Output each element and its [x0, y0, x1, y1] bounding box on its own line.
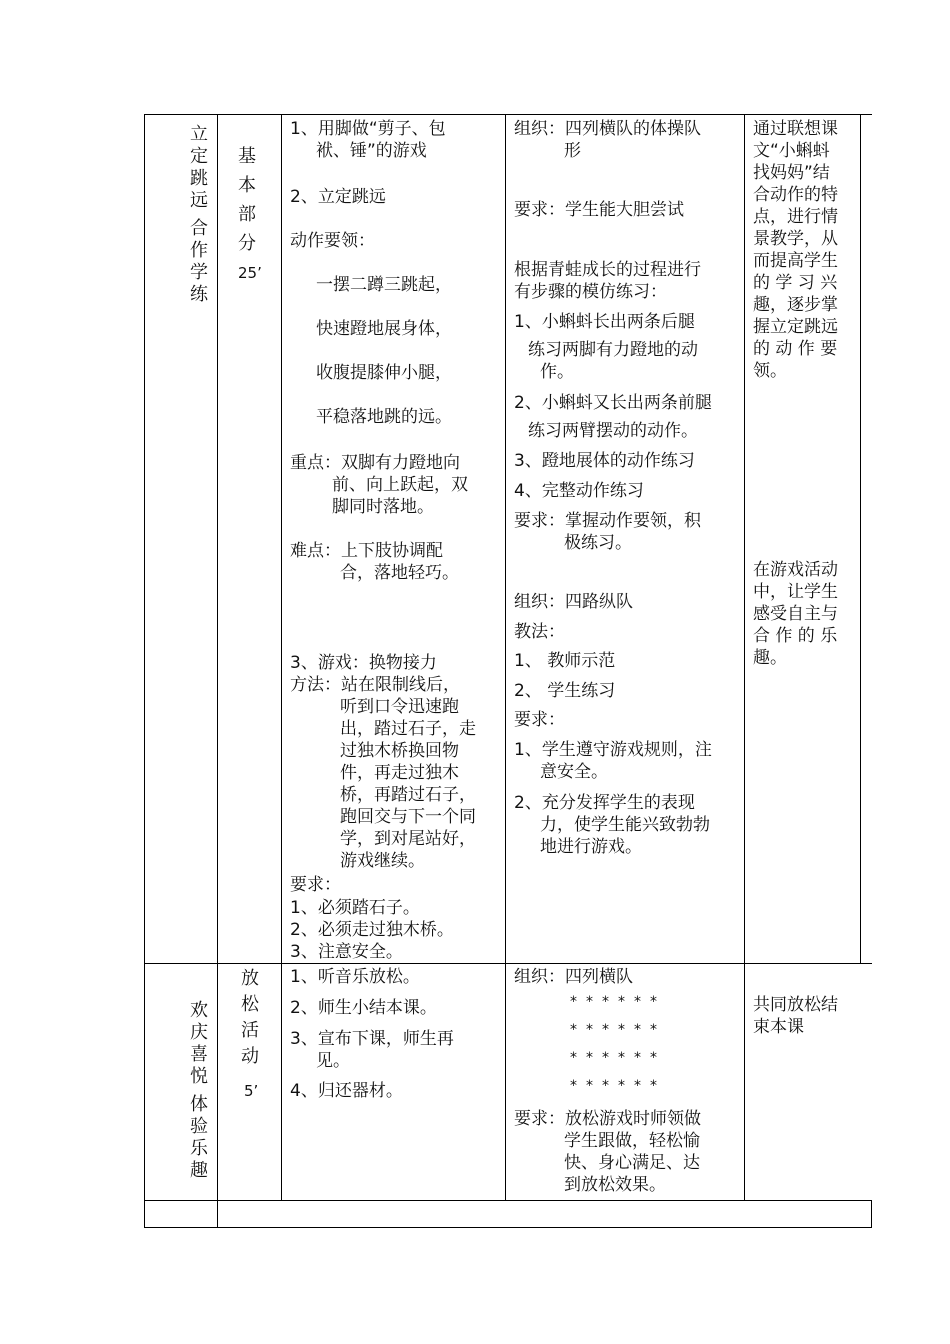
method-line: 形	[564, 141, 581, 161]
formation-row: ******	[570, 1050, 666, 1066]
topic-char: 喜	[190, 1044, 208, 1065]
content-line: 2、必须走过独木桥。	[290, 920, 454, 940]
method-line: 1、学生遵守游戏规则，注	[514, 740, 712, 760]
col-border-3	[505, 114, 506, 1200]
topic-char: 练	[190, 284, 208, 305]
intent-line: 通过联想课	[753, 119, 838, 139]
section2-part	[237, 966, 263, 1070]
part-char: 松	[241, 994, 259, 1015]
topic-char: 立	[190, 124, 208, 145]
content-line: 2、立定跳远	[290, 187, 386, 207]
content-line: 见。	[316, 1051, 350, 1071]
intent-line: 的 学 习 兴	[753, 273, 838, 293]
intent-line: 中，让学生	[753, 582, 838, 602]
content-line: 平稳落地跳的远。	[316, 407, 452, 427]
intent-line: 合 作 的 乐	[753, 626, 838, 646]
col-border-5	[860, 114, 861, 963]
method-line: 意安全。	[540, 762, 608, 782]
topic-char: 乐	[190, 1138, 208, 1159]
content-line: 一摆二蹲三跳起，	[316, 275, 452, 295]
intent-line: 找妈妈”结	[753, 163, 830, 183]
col-border-0	[144, 114, 145, 1227]
section1-topic	[186, 124, 212, 306]
content-line: 听到口令迅速跑	[340, 697, 459, 717]
content-line: 袱、锤”的游戏	[316, 141, 427, 161]
intent-line: 合动作的特	[753, 185, 838, 205]
content-line: 要求：	[290, 875, 341, 895]
content-line: 3、游戏：换物接力	[290, 653, 437, 673]
method-line: 组织：四列横队的体操队	[514, 119, 701, 139]
content-line: 动作要领：	[290, 231, 375, 251]
intent-line: 握立定跳远	[753, 317, 838, 337]
method-line: 根据青蛙成长的过程进行	[514, 260, 701, 280]
content-line: 收腹提膝伸小腿，	[316, 363, 452, 383]
formation-row: ******	[570, 1022, 666, 1038]
intent-line: 束本课	[753, 1017, 804, 1037]
col-border-2	[281, 114, 282, 1200]
content-line: 前、向上跃起，双	[332, 475, 468, 495]
method-line: 练习两脚有力蹬地的动	[528, 340, 698, 360]
topic-char: 作	[190, 240, 208, 261]
intent-line: 在游戏活动	[753, 560, 838, 580]
method-line: 4、完整动作练习	[514, 481, 644, 501]
section2-part-time: 5’	[244, 1082, 259, 1100]
part-char: 部	[238, 204, 256, 225]
topic-char: 欢	[190, 1000, 208, 1021]
method-line: 力，使学生能兴致勃勃	[540, 815, 710, 835]
content-line: 3、宣布下课，师生再	[290, 1029, 454, 1049]
intent-block-2	[753, 559, 857, 669]
part-char: 放	[241, 968, 259, 989]
intent-line: 领。	[753, 361, 787, 381]
intent-line: 点，进行情	[753, 207, 838, 227]
topic-char: 趣	[190, 1160, 208, 1181]
method-line: 要求：掌握动作要领，积	[514, 511, 701, 531]
topic-char: 庆	[190, 1022, 208, 1043]
method-line: 2、 学生练习	[514, 681, 616, 701]
topic-char: 跳	[190, 168, 208, 189]
content-line: 出，踏过石子，走	[340, 719, 476, 739]
method-line: 2、小蝌蚪又长出两条前腿	[514, 393, 712, 413]
topic-char: 远	[190, 190, 208, 211]
method-line: 要求：	[514, 710, 565, 730]
content-line: 4、归还器材。	[290, 1081, 403, 1101]
formation-row: ******	[570, 994, 666, 1010]
intent-block-3	[753, 994, 857, 1038]
col-border-1	[217, 114, 218, 1227]
content-line: 重点：双脚有力蹬地向	[290, 453, 460, 473]
table-top-border	[144, 114, 872, 115]
method-line: 2、充分发挥学生的表现	[514, 793, 695, 813]
method-line: 作。	[540, 362, 574, 382]
intent-line: 共同放松结	[753, 995, 838, 1015]
intent-line: 趣，逐步掌	[753, 295, 838, 315]
intent-line: 感受自主与	[753, 604, 838, 624]
intent-line: 景教学，从	[753, 229, 838, 249]
content-line: 2、师生小结本课。	[290, 998, 437, 1018]
table-bottom-border	[144, 1227, 872, 1228]
row-divider-1	[144, 963, 872, 964]
method-line: 要求：学生能大胆尝试	[514, 200, 684, 220]
content-line: 3、注意安全。	[290, 942, 403, 962]
col-border-right	[871, 1200, 872, 1227]
content-line: 脚同时落地。	[332, 497, 434, 517]
topic-char: 验	[190, 1116, 208, 1137]
method-line: 练习两臂摆动的动作。	[528, 421, 698, 441]
part-char: 动	[241, 1046, 259, 1067]
method-line: 地进行游戏。	[540, 837, 642, 857]
content-line: 跑回交与下一个同	[340, 807, 476, 827]
content-line: 快速蹬地展身体，	[316, 319, 452, 339]
content-line: 游戏继续。	[340, 851, 425, 871]
method-line: 学生跟做，轻松愉	[564, 1131, 700, 1151]
topic-char: 悦	[190, 1066, 208, 1087]
content-line: 件，再走过独木	[340, 763, 459, 783]
part-char: 基	[238, 146, 256, 167]
content-line: 方法：站在限制线后，	[290, 675, 460, 695]
row-divider-2	[144, 1200, 872, 1201]
topic-char: 定	[190, 146, 208, 167]
section1-part	[234, 142, 260, 258]
part-char: 分	[238, 233, 256, 254]
topic-char: 体	[190, 1094, 208, 1115]
method-line: 组织：四列横队	[514, 967, 633, 987]
col-border-4	[744, 114, 745, 1200]
content-line: 桥，再踏过石子，	[340, 785, 476, 805]
method-line: 快、身心满足、达	[564, 1153, 700, 1173]
method-line: 有步骤的模仿练习：	[514, 282, 667, 302]
content-line: 难点：上下肢协调配	[290, 541, 443, 561]
intent-line: 的 动 作 要	[753, 339, 838, 359]
method-line: 1、 教师示范	[514, 651, 616, 671]
part-char: 活	[241, 1020, 259, 1041]
method-line: 极练习。	[564, 533, 632, 553]
intent-block-1	[753, 118, 857, 382]
content-line: 1、用脚做“剪子、包	[290, 119, 446, 139]
method-line: 教法：	[514, 622, 565, 642]
part-char: 本	[238, 175, 256, 196]
content-line: 1、听音乐放松。	[290, 967, 420, 987]
method-line: 1、小蝌蚪长出两条后腿	[514, 312, 695, 332]
content-line: 1、必须踏石子。	[290, 898, 420, 918]
method-line: 要求：放松游戏时师领做	[514, 1109, 701, 1129]
topic-char: 合	[190, 218, 208, 239]
content-line: 过独木桥换回物	[340, 741, 459, 761]
method-line: 组织：四路纵队	[514, 592, 633, 612]
intent-line: 文“小蝌蚪	[753, 141, 830, 161]
method-line: 3、蹬地展体的动作练习	[514, 451, 695, 471]
section1-part-time: 25’	[238, 264, 262, 282]
formation-row: ******	[570, 1078, 666, 1094]
section2-topic	[186, 1000, 212, 1182]
content-line: 合，落地轻巧。	[340, 563, 459, 583]
intent-line: 趣。	[753, 648, 787, 668]
content-line: 学，到对尾站好，	[340, 829, 476, 849]
method-line: 到放松效果。	[564, 1175, 666, 1195]
intent-line: 而提高学生	[753, 251, 838, 271]
topic-char: 学	[190, 262, 208, 283]
